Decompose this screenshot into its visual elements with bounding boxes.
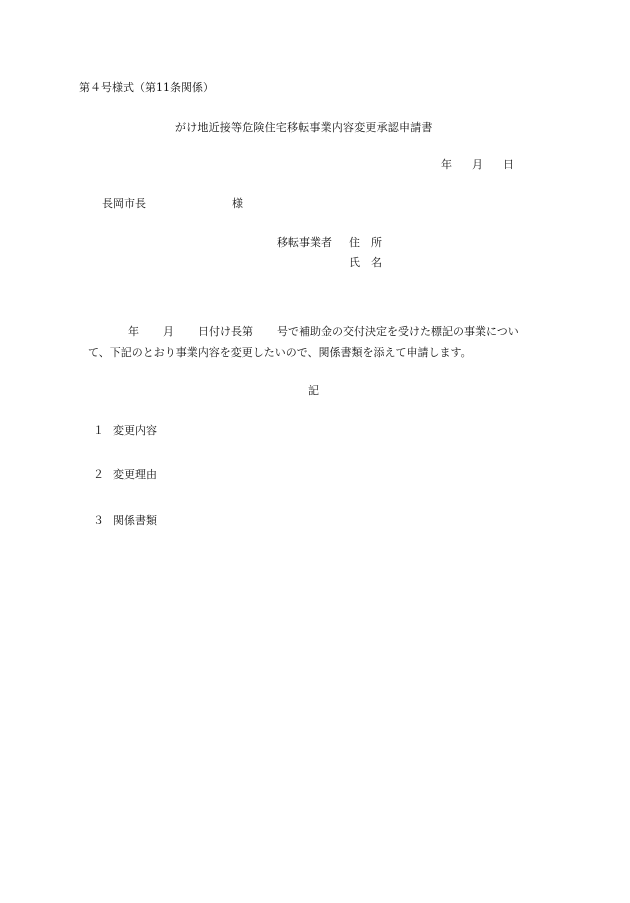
body-paragraph-line-1 <box>128 325 519 339</box>
body-paragraph-line-2: て、下記のとおり事業内容を変更したいので、関係書類を添えて申請します。 <box>88 346 472 359</box>
item-label: 変更内容 <box>113 424 157 437</box>
list-item <box>93 424 157 438</box>
applicant-name-label: 氏 名 <box>349 256 382 269</box>
ki-heading: 記 <box>308 384 319 397</box>
date-year-label: 年 <box>441 158 452 171</box>
body-day-prefix: 日付け長第 <box>198 325 253 338</box>
list-item <box>93 468 157 482</box>
item-label: 関係書類 <box>113 514 157 527</box>
date-line <box>441 158 514 172</box>
item-label: 変更理由 <box>113 468 157 481</box>
addressee-name: 長岡市長 <box>102 197 146 210</box>
document-title: がけ地近接等危険住宅移転事業内容変更承認申請書 <box>175 121 433 134</box>
item-number: １ <box>93 424 104 437</box>
item-number: ２ <box>93 468 104 481</box>
body-rest-line-1: 号で補助金の交付決定を受けた標記の事業につい <box>277 325 519 338</box>
body-year: 年 <box>128 325 139 338</box>
date-month-label: 月 <box>472 158 483 171</box>
applicant-role: 移転事業者 <box>277 236 332 249</box>
applicant-address-label: 住 所 <box>349 236 382 249</box>
item-number: ３ <box>93 514 104 527</box>
date-day-label: 日 <box>503 158 514 171</box>
form-number: 第４号様式（第11条関係） <box>79 81 214 94</box>
body-month: 月 <box>163 325 174 338</box>
addressee-honorific: 様 <box>232 197 243 210</box>
addressee <box>102 197 243 211</box>
list-item <box>93 514 157 528</box>
